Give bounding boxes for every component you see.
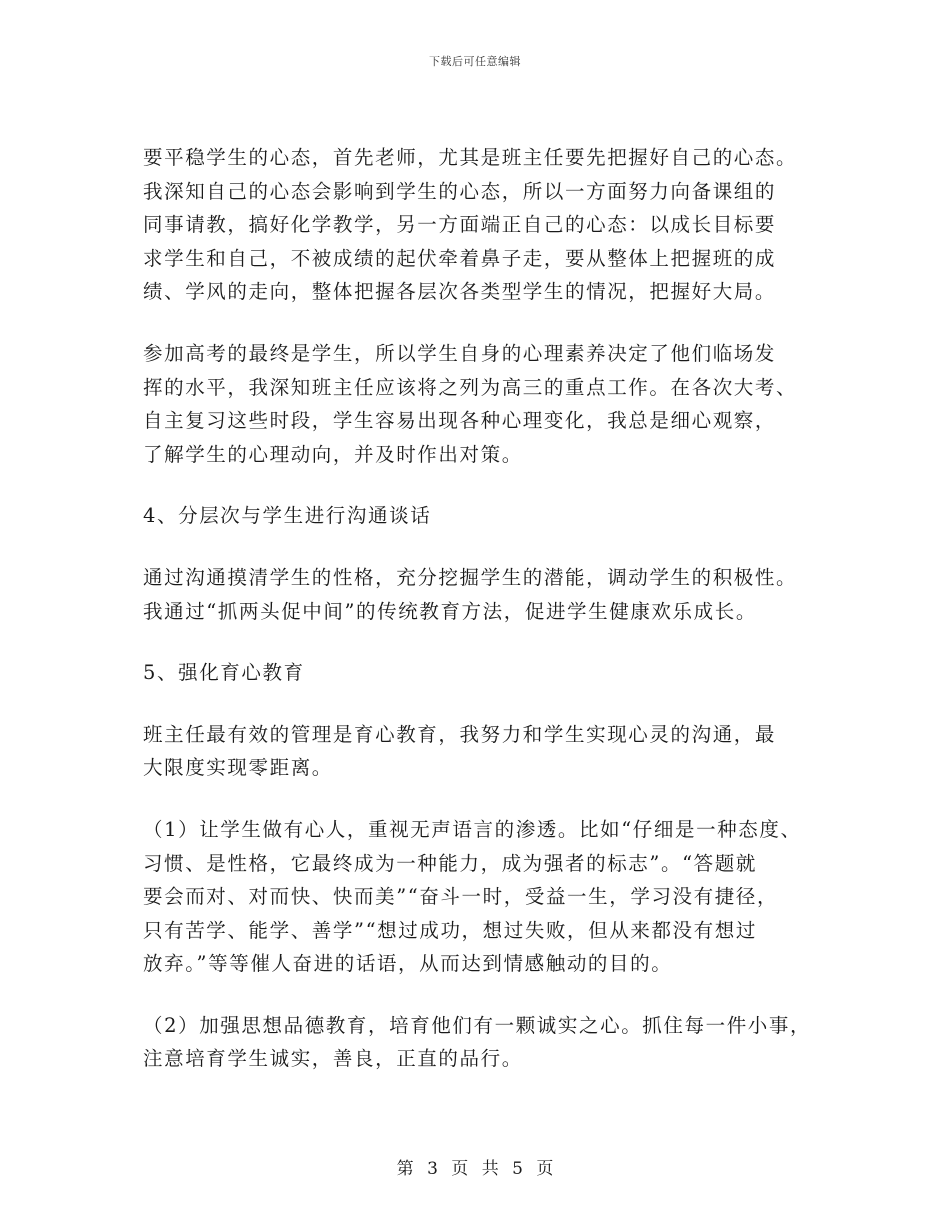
text-line: 只有苦学、能学、善学”“想过成功，想过失败，但从来都没有想过 xyxy=(143,918,757,942)
text-line: 自主复习这些时段，学生容易出现各种心理变化，我总是细心观察， xyxy=(143,409,777,433)
text-line: 了解学生的心理动向，并及时作出对策。 xyxy=(143,442,523,466)
text-line: 求学生和自己，不被成绩的起伏牵着鼻子走，要从整体上把握班的成 xyxy=(143,246,777,270)
heading-text: 5、强化育心教育 xyxy=(143,661,305,685)
footer-label-gong: 共 xyxy=(481,1159,499,1179)
text-line: 注意培育学生诚实，善良，正直的品行。 xyxy=(143,1047,523,1071)
document-body xyxy=(143,141,823,1104)
text-line: （2）加强思想品德教育，培育他们有一颗诚实之心。抓住每一件小事， xyxy=(143,1013,812,1037)
section-heading-4 xyxy=(143,499,823,533)
section-heading-5 xyxy=(143,656,823,690)
paragraph-item-2 xyxy=(143,1009,823,1076)
page-footer xyxy=(0,1154,950,1179)
text-line: 放弃。”等等催人奋进的话语，从而达到情感触动的目的。 xyxy=(143,952,673,976)
paragraph-mindset xyxy=(143,141,823,309)
paragraph-communication xyxy=(143,561,823,628)
text-line: 绩、学风的走向，整体把握各层次各类型学生的情况，把握好大局。 xyxy=(143,280,777,304)
total-pages-number: 5 xyxy=(512,1159,523,1179)
text-line: 班主任最有效的管理是育心教育，我努力和学生实现心灵的沟通，最 xyxy=(143,722,777,746)
paragraph-item-1 xyxy=(143,813,823,981)
paragraph-psychology xyxy=(143,337,823,471)
paragraph-heart-education xyxy=(143,718,823,785)
text-line: 我深知自己的心态会影响到学生的心态，所以一方面努力向备课组的 xyxy=(143,179,777,203)
footer-label-ye: 页 xyxy=(451,1159,469,1179)
text-line: 大限度实现零距离。 xyxy=(143,756,333,780)
heading-text: 4、分层次与学生进行沟通谈话 xyxy=(143,504,432,528)
text-line: 参加高考的最终是学生，所以学生自身的心理素养决定了他们临场发 xyxy=(143,341,777,365)
text-line: 我通过“抓两头促中间”的传统教育方法，促进学生健康欢乐成长。 xyxy=(143,599,757,623)
page-header-note: 下载后可任意编辑 xyxy=(429,55,521,68)
text-line: 要会而对、对而快、快而美”“奋斗一时，受益一生，学习没有捷径， xyxy=(143,885,779,909)
footer-label-ye-2: 页 xyxy=(536,1159,554,1179)
text-line: 同事请教，搞好化学教学，另一方面端正自己的心态：以成长目标要 xyxy=(143,213,777,237)
text-line: （1）让学生做有心人，重视无声语言的渗透。比如“仔细是一种态度、 xyxy=(143,817,802,841)
current-page-number: 3 xyxy=(427,1159,438,1179)
text-line: 挥的水平，我深知班主任应该将之列为高三的重点工作。在各次大考、 xyxy=(143,375,798,399)
text-line: 通过沟通摸清学生的性格，充分挖掘学生的潜能，调动学生的积极性。 xyxy=(143,565,798,589)
text-line: 习惯、是性格，它最终成为一种能力，成为强者的标志”。“答题就 xyxy=(143,851,757,875)
footer-label-di: 第 xyxy=(396,1159,414,1179)
text-line: 要平稳学生的心态，首先老师，尤其是班主任要先把握好自己的心态。 xyxy=(143,146,798,169)
